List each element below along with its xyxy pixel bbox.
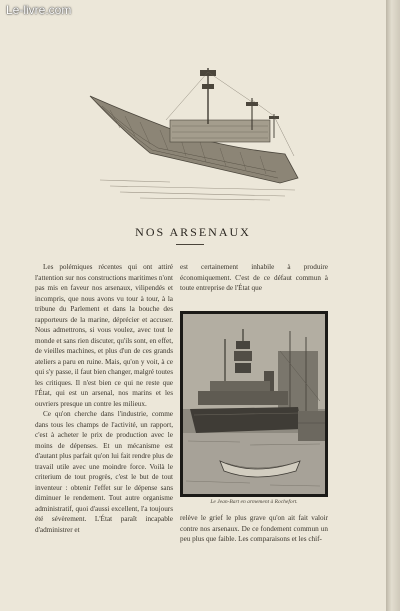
article-paragraph: est certainement inhabile à produire économiquement. C'est de ce défaut commun à toute entreprise de l'État que bbox=[180, 263, 328, 292]
article-column-right-top bbox=[180, 262, 328, 302]
title-rule bbox=[176, 244, 204, 245]
photo-caption: Le Jean-Bart en armement à Rochefort. bbox=[210, 499, 298, 505]
article-column-left bbox=[35, 262, 173, 557]
warship-photo-image bbox=[180, 311, 328, 497]
article-paragraph: relève le grief le plus grave qu'on ait fait valoir contre nos arsenaux. De ce fondement commun un peu plus que faible. Les comparaisons et les chif- bbox=[180, 514, 328, 543]
ship-engraving-illustration bbox=[80, 58, 310, 208]
site-watermark: Le-livre.com bbox=[6, 3, 72, 17]
article-column-right-bottom bbox=[180, 513, 328, 557]
article-paragraph: Les polémiques récentes qui ont attiré l'attention sur nos constructions maritimes n'ont pas mis en faveur nos arsenaux, vilipendés et incompris, que nous avons vu tour à tour, à la tribune du Parlement et dans la bouche des rapporteurs de la marine, déprécier et accuser. Nous admettrons, si vous voulez, avec tout le monde et sans rien discuter, qu'ils sont, en effet, de vieilles machines, et plus d'un de ces grands ateliers a paru en ruine. Mais, qu'on y voit, à ce qui s'y passe, il faut bien changer, malgré toutes les critiques. Il n'est bien ce qui ne reste que l'État, qui est un arsenal, nos marins et les ouvriers presque un contre les milieux. bbox=[35, 263, 173, 408]
article-title: NOS ARSENAUX bbox=[135, 225, 251, 239]
page-edge bbox=[386, 0, 400, 611]
harbor-photo bbox=[180, 311, 328, 497]
article-paragraph: Ce qu'on cherche dans l'industrie, comme dans tous les champs de l'activité, un rapport, c'est à acheter le prix de production avec le moins de dépenses. Et un mécanisme est d'autant plus parfait qu'on lui fait rendre plus de travail utile avec une moindre force. Voilà le criterium de tout progrès, c'est le but de tout inventeur : obtenir l'effet sur le dépense sans diminuer le rendement. Tout autre organisme administratif, quoi d'aussi excellent, l'a toujours été sévèrement. L'État paraît incapable d'administrer et bbox=[35, 410, 173, 534]
